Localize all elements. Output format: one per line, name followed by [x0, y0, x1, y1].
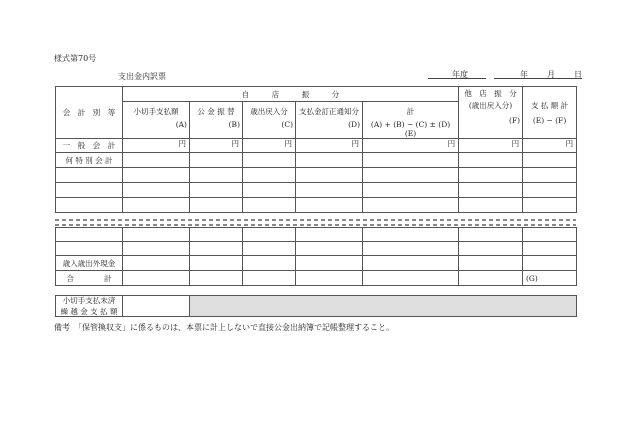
header-col-b: 公 金 振 替 (B) — [190, 102, 243, 139]
carryover-table — [55, 295, 577, 317]
hatched-area — [190, 296, 577, 317]
form-title: 支出金内訳票 — [118, 72, 166, 81]
date-underline — [494, 78, 582, 79]
header-col-d: 支払金訂正通知分 (D) — [296, 102, 363, 139]
table-row — [56, 228, 577, 242]
header-payment-total: 支 払 額 計 (E) − (F) — [523, 87, 577, 139]
table-break-line — [55, 224, 576, 226]
table-row — [56, 242, 577, 256]
header-other-store: 他 店 振 分 (歳出戻入分) (F) — [459, 87, 523, 139]
breakdown-table-lower — [55, 227, 577, 286]
table-row — [56, 198, 577, 213]
table-row-non-budget-cash — [56, 256, 577, 271]
cell-yen: 円 — [296, 139, 363, 153]
header-own-store: 自 店 振 分 — [123, 87, 459, 102]
header-col-c: 歳出戻入分 (C) — [243, 102, 296, 139]
year-label: 年度 — [452, 70, 468, 79]
table-row-carryover — [56, 296, 577, 317]
row-label-special: 何 特 別 会 計 — [56, 153, 123, 168]
total-g-label: (G) — [523, 271, 577, 286]
table-row-special — [56, 153, 577, 168]
cell-yen: 円 — [190, 139, 243, 153]
date-year-label: 年 — [520, 70, 528, 79]
table-row — [56, 183, 577, 198]
cell-yen: 円 — [459, 139, 523, 153]
date-day-label: 日 — [574, 70, 582, 79]
row-label-total: 合 計 — [56, 271, 123, 286]
table-row — [56, 168, 577, 183]
table-row-general — [56, 139, 577, 153]
date-month-label: 月 — [547, 70, 555, 79]
remarks-note: 備考 「保管換収支」に係るものは、本票に計上しないで直接公金出納簿で記帳整理すること。 — [54, 323, 394, 332]
table-row-total — [56, 271, 577, 286]
table-break-line — [55, 219, 576, 221]
row-label-carryover: 小切手支払未済 繰 越 金 支 払 額 — [56, 296, 123, 317]
header-col-a: 小切手支払額 (A) — [123, 102, 190, 139]
carryover-amount-cell — [123, 296, 190, 317]
row-label-non-budget-cash: 歳入歳出外現金 — [56, 256, 123, 271]
cell-yen: 円 — [523, 139, 577, 153]
cell-yen: 円 — [363, 139, 459, 153]
form-number: 様式第70号 — [54, 54, 97, 63]
cell-yen: 円 — [123, 139, 190, 153]
breakdown-table-upper — [55, 86, 577, 213]
cell-yen: 円 — [243, 139, 296, 153]
header-category: 会 計 別 等 — [56, 87, 123, 139]
row-label-general: 一 般 会 計 — [56, 139, 123, 153]
header-col-e: 計 (A) + (B) − (C) ± (D) (E) — [363, 102, 459, 139]
